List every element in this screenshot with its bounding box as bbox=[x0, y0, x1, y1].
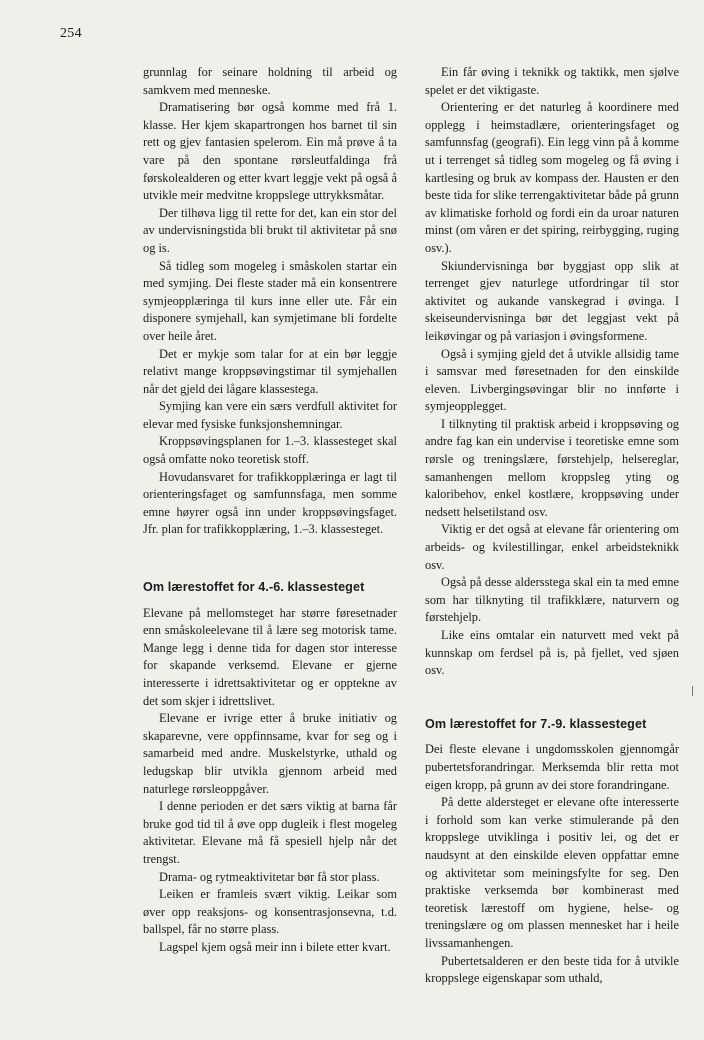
paragraph: Kroppsøvingsplanen for 1.–3. klassesteget skal også omfatte noko teoretisk stoff. bbox=[143, 434, 397, 467]
section-heading: Om lærestoffet for 7.-9. klassesteget bbox=[425, 716, 647, 731]
paragraph: Der tilhøva ligg til rette for det, kan ein stor del av undervisningstida bli brukt til aktivitetar på snø og is. bbox=[143, 205, 397, 255]
left-top-text bbox=[143, 64, 397, 539]
page-number: 254 bbox=[60, 26, 82, 41]
right-column bbox=[425, 64, 679, 988]
paragraph: Så tidleg som mogeleg i småskolen startar ein med symjing. Dei fleste stader må ein konsentrere symjeopplæringa til kurs inne eller ute. Får ein disponere symjehall, kan symjetimane bli fordelte over heile året. bbox=[143, 258, 397, 343]
right-bottom-text bbox=[425, 741, 679, 987]
paragraph: Symjing kan vere ein særs verdfull aktivitet for elevar med fysiske funksjonshemningar. bbox=[143, 399, 397, 431]
paragraph: Også i symjing gjeld det å utvikle allsidig tame i samsvar med føresetnaden for den einskilde eleven. Livbergingsøvingar blir no innførte i symjeopplegget. bbox=[425, 346, 679, 414]
paragraph: Drama- og rytmeaktivitetar bør få stor plass. bbox=[159, 869, 380, 884]
paragraph: Dei fleste elevane i ungdomsskolen gjennomgår pubertetsforandringar. Merksemda blir retta mot eigen kropp, på grunn av dei store forandringane. bbox=[425, 742, 679, 792]
paragraph: Det er mykje som talar for at ein bør leggje relativt mange kroppsøvingstimar til symjehallen når det gjeld dei lågare klassestega. bbox=[143, 346, 397, 396]
paragraph: Elevane er ivrige etter å bruke initiativ og skaparevne, vere oppfinnsame, kvar for seg og i samarbeid med andre. Muskelstyrke, uthald og ledugskap blir utvikla gjennom arbeid med naturlege rørsleoppgåver. bbox=[143, 711, 397, 796]
paragraph: I denne perioden er det særs viktig at barna får bruke god tid til å øve opp dugleik i flest mogeleg aktivitetar. Elevane må få spesiell hjelp når det trengst. bbox=[143, 799, 397, 866]
left-bottom-text bbox=[143, 605, 397, 957]
right-top-text bbox=[425, 64, 679, 680]
left-column bbox=[143, 64, 397, 957]
margin-mark bbox=[692, 686, 693, 696]
section-heading: Om lærestoffet for 4.-6. klassesteget bbox=[143, 580, 365, 595]
paragraph: Ein får øving i teknikk og taktikk, men sjølve spelet er det viktigaste. bbox=[425, 65, 679, 97]
paragraph: Også på desse aldersstega skal ein ta med emne som har tilknyting til trafikklære, naturvern og førstehjelp. bbox=[425, 575, 679, 625]
paragraph: I tilknyting til praktisk arbeid i kroppsøving og andre fag kan ein undervise i teoretiske emne som rørsle og treningslære, førstehjelp, helsereglar, samanhengen mellom kroppsleg yting og kaloribehov, enkel kostlære, kroppsøving under nedsett helsetilstand osv. bbox=[425, 416, 679, 519]
paragraph: Viktig er det også at elevane får orientering om arbeids- og kvilestillingar, enkel arbeidsteknikk osv. bbox=[425, 522, 679, 572]
paragraph: Pubertetsalderen er den beste tida for å utvikle kroppslege eigenskapar som uthald, bbox=[425, 953, 679, 986]
paragraph: Like eins omtalar ein naturvett med vekt på kunnskap om ferdsel på is, på fjellet, ved sjøen osv. bbox=[425, 628, 679, 678]
paragraph: Lagspel kjem også meir inn i bilete etter kvart. bbox=[159, 939, 391, 954]
paragraph: Orientering er det naturleg å koordinere med opplegg i heimstadlære, orienteringsfaget og samfunnsfag (geografi). Ein legg vinn på å komme ut i terrenget så tidleg som mogeleg og få øving i kartlesing og bruk av kompass der. Hausten er den beste tida for slike terrengaktivitetar både på grunn av klimatiske forhold og fordi ein da uroar naturen minst (om våren er det spiring, reirbygging, ruging osv.). bbox=[425, 100, 679, 255]
paragraph: Leiken er framleis svært viktig. Leikar som øver opp reaksjons- og konsentrasjonsevna, t.d. ballspel, får no større plass. bbox=[143, 887, 397, 937]
paragraph: Hovudansvaret for trafikkopplæringa er lagt til orienteringsfaget og samfunnsfaga, men somme emne høyrer også inn under kroppsøvingsfaget. Jfr. plan for trafikkopplæring, 1.–3. klassesteget. bbox=[143, 469, 397, 537]
paragraph: Dramatisering bør også komme med frå 1. klasse. Her kjem skapartrongen hos barnet til sin rett og gjev fantasien spelerom. Ein må prøve å ta vare på den spontane rørsleutfaldinga frå førskolealderen og etter kvart leggje vekt på også å utvikle meir medvitne kroppslege uttrykksmåtar. bbox=[143, 100, 397, 203]
paragraph: grunnlag for seinare holdning til arbeid og samkvem med menneske. bbox=[143, 65, 397, 97]
paragraph: På dette aldersteget er elevane ofte interesserte i forhold som kan verke stimulerande på den kroppslege utviklinga i positiv lei, og det er naudsynt at den einskilde eleven oppfattar emne og aktivitetar som meiningsfylte for seg. Den praktiske verksemda bør kombinerast med teoretisk lærestoff om hygiene, helse- og treningslære og om plassen mennesket har i heile livssamanhengen. bbox=[425, 795, 679, 950]
paragraph: Skiundervisninga bør byggjast opp slik at terrenget gjev naturlege utfordringar til stor aktivitet og aukande vanskegrad i øvinga. I skeiseundervisninga bør det leggjast vekt på leikøvingar og på variasjon i øvingsformene. bbox=[425, 258, 679, 343]
paragraph: Elevane på mellomsteget har større føresetnader enn småskoleelevane til å lære seg motorisk tame. Mange legg i denne tida for dagen stor interesse for skapande verksemd. Elevane er gjerne interesserte i idrettsaktivitetar og er opptekne av det som skjer i idrettslivet. bbox=[143, 605, 397, 708]
